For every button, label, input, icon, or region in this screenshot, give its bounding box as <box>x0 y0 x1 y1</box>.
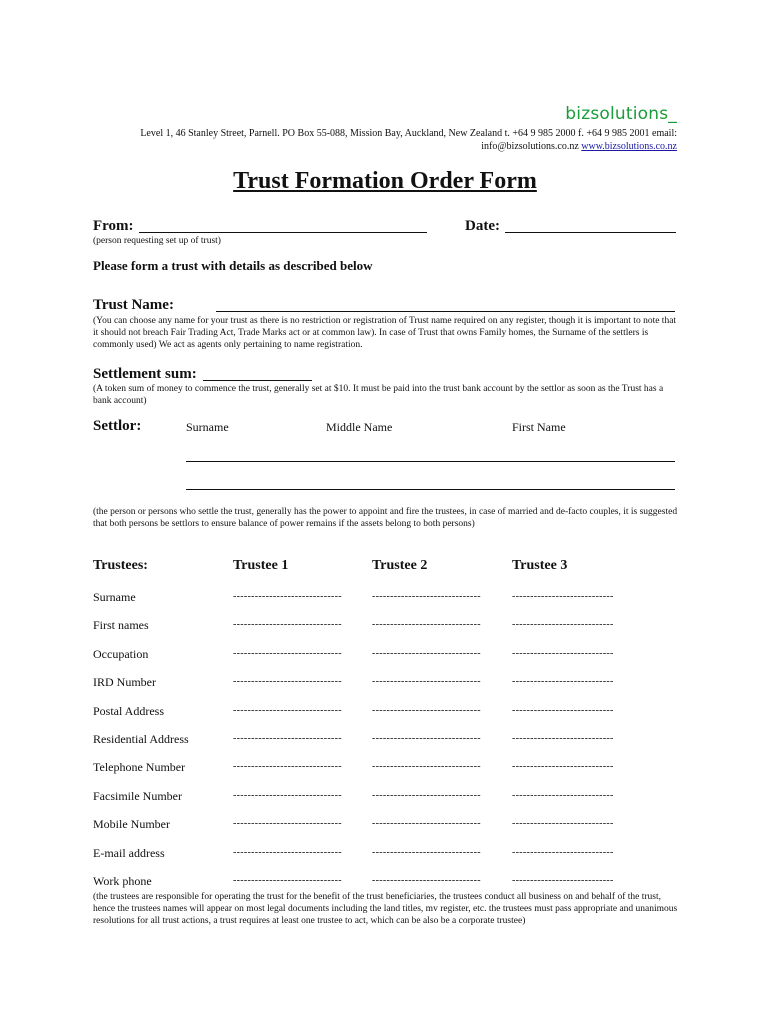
date-field[interactable] <box>505 232 676 233</box>
settlor-note: (the person or persons who settle the trust, generally has the power to appoint and fire the trustees, in case of married and de-facto couples, it is suggested that both persons be settlors to ensure balance of power remains if the assets belong to both persons) <box>93 507 678 529</box>
contact-line <box>140 140 677 153</box>
trustee-3-field[interactable]: ---------------------------- <box>512 648 614 659</box>
trust-name-field[interactable] <box>216 311 675 312</box>
trustee-1-field[interactable]: ------------------------------ <box>233 818 342 829</box>
trust-name-label: Trust Name: <box>93 297 174 313</box>
date-label: Date: <box>465 218 500 234</box>
brand-logo: bizsolutions_ <box>565 104 677 124</box>
trustee-2-field[interactable]: ------------------------------ <box>372 705 481 716</box>
trustee-row-label: Work phone <box>93 874 152 888</box>
trustee-2-field[interactable]: ------------------------------ <box>372 619 481 630</box>
trustee-3-field[interactable]: ---------------------------- <box>512 875 614 886</box>
trustee-3-field[interactable]: ---------------------------- <box>512 818 614 829</box>
trustee-3-header: Trustee 3 <box>512 558 568 573</box>
trustee-1-field[interactable]: ------------------------------ <box>233 733 342 744</box>
trustee-3-field[interactable]: ---------------------------- <box>512 847 614 858</box>
trustee-2-field[interactable]: ------------------------------ <box>372 847 481 858</box>
trustee-3-field[interactable]: ---------------------------- <box>512 733 614 744</box>
address-line: Level 1, 46 Stanley Street, Parnell. PO Box 55-088, Mission Bay, Auckland, New Zealand t. +64 9 985 2000 f. +64 9 985 2001 email: <box>140 128 677 139</box>
trustee-row-label: Postal Address <box>93 704 165 718</box>
trustee-2-field[interactable]: ------------------------------ <box>372 648 481 659</box>
from-label: From: <box>93 218 134 234</box>
trustee-1-field[interactable]: ------------------------------ <box>233 790 342 801</box>
settlement-label: Settlement sum: <box>93 366 197 382</box>
settlor-col-first: First Name <box>512 420 566 434</box>
trust-name-note: (You can choose any name for your trust as there is no restriction or registration of Trust name required on any register, though it is important to note that it should not breach Fair Trading Act, Trade Marks act or at common law). In case of Trust that owns Family homes, the Surname of the settlers is commonly used) We act as agents only pertaining to name registration. <box>93 316 677 350</box>
trustee-1-field[interactable]: ------------------------------ <box>233 705 342 716</box>
trustee-2-field[interactable]: ------------------------------ <box>372 818 481 829</box>
trustee-1-field[interactable]: ------------------------------ <box>233 676 342 687</box>
trustee-row-label: Residential Address <box>93 732 189 746</box>
trustee-2-header: Trustee 2 <box>372 558 428 573</box>
trustee-1-field[interactable]: ------------------------------ <box>233 875 342 886</box>
trustee-row-label: Occupation <box>93 647 149 661</box>
trustee-3-field[interactable]: ---------------------------- <box>512 790 614 801</box>
trustee-3-field[interactable]: ---------------------------- <box>512 676 614 687</box>
trustee-1-field[interactable]: ------------------------------ <box>233 591 342 602</box>
trustee-1-field[interactable]: ------------------------------ <box>233 761 342 772</box>
page-title: Trust Formation Order Form <box>233 168 537 194</box>
trustee-3-field[interactable]: ---------------------------- <box>512 619 614 630</box>
trustee-1-header: Trustee 1 <box>233 558 289 573</box>
trustee-2-field[interactable]: ------------------------------ <box>372 591 481 602</box>
settlor-line-2[interactable] <box>186 489 675 490</box>
instruction-text: Please form a trust with details as described below <box>93 258 373 273</box>
trustee-row-label: IRD Number <box>93 675 156 689</box>
trustee-3-field[interactable]: ---------------------------- <box>512 761 614 772</box>
trustees-label: Trustees: <box>93 558 148 573</box>
from-field[interactable] <box>139 232 427 233</box>
trustee-1-field[interactable]: ------------------------------ <box>233 648 342 659</box>
trustees-note: (the trustees are responsible for operating the trust for the benefit of the trust beneficiaries, the trustees conduct all business on and behalf of the trust, hence the trustees names will appear on most legal documents including the land titles, mv register, etc. the trustees must pass appropriate and unanimous resolutions for all trust actions, a trust requires at least one trustee to act, which can be also be a corporate trustee) <box>93 892 678 926</box>
company-address <box>140 127 677 153</box>
from-note: (person requesting set up of trust) <box>93 236 221 246</box>
trustee-1-field[interactable]: ------------------------------ <box>233 847 342 858</box>
trustee-2-field[interactable]: ------------------------------ <box>372 676 481 687</box>
website-link[interactable]: www.bizsolutions.co.nz <box>581 141 677 152</box>
trustee-row-label: Mobile Number <box>93 817 170 831</box>
settlor-label: Settlor: <box>93 418 142 434</box>
trustee-3-field[interactable]: ---------------------------- <box>512 591 614 602</box>
trustee-1-field[interactable]: ------------------------------ <box>233 619 342 630</box>
settlement-field[interactable] <box>203 380 312 381</box>
trustee-3-field[interactable]: ---------------------------- <box>512 705 614 716</box>
settlor-col-middle: Middle Name <box>326 420 393 434</box>
trustee-row-label: Facsimile Number <box>93 789 182 803</box>
trustee-row-label: E-mail address <box>93 846 165 860</box>
trustee-2-field[interactable]: ------------------------------ <box>372 875 481 886</box>
settlor-col-surname: Surname <box>186 420 229 434</box>
trustee-2-field[interactable]: ------------------------------ <box>372 733 481 744</box>
email-text: info@bizsolutions.co.nz <box>481 141 579 152</box>
settlement-note: (A token sum of money to commence the trust, generally set at $10. It must be paid into the trust bank account by the settlor as soon as the Trust has a bank account) <box>93 384 664 406</box>
settlor-line-1[interactable] <box>186 461 675 462</box>
trustee-2-field[interactable]: ------------------------------ <box>372 761 481 772</box>
trustee-row-label: First names <box>93 618 149 632</box>
trustee-2-field[interactable]: ------------------------------ <box>372 790 481 801</box>
trustee-row-label: Surname <box>93 590 136 604</box>
trustee-row-label: Telephone Number <box>93 760 186 774</box>
